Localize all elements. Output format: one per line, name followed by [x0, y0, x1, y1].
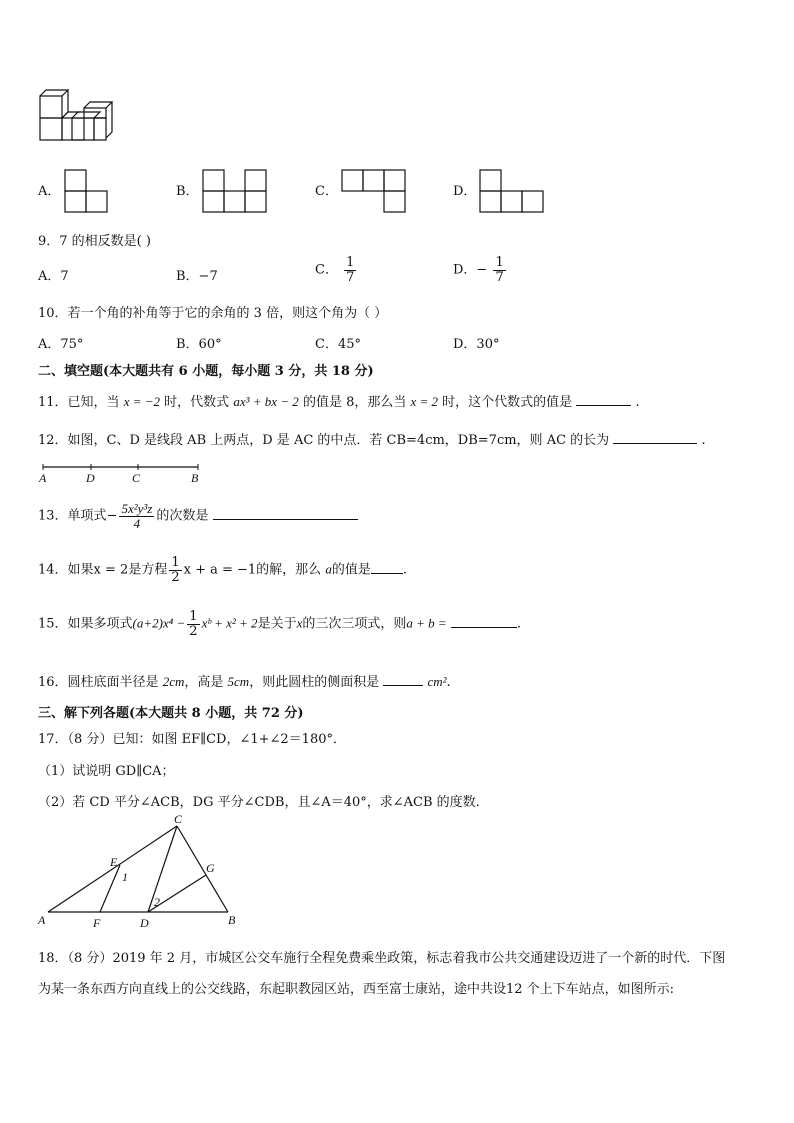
q15-mid: 是关于: [257, 616, 297, 632]
q12-end: .: [701, 433, 706, 448]
fraction-numerator: 1: [171, 555, 180, 570]
fraction-denominator: 2: [189, 623, 198, 639]
q8-option-b-view: [202, 169, 268, 213]
q12-answer-blank[interactable]: [613, 431, 697, 444]
q15-end: .: [516, 616, 521, 632]
q15-ask: a + b =: [406, 615, 447, 631]
q11-mid: 时，代数式: [164, 395, 230, 410]
label-angle-2: 2: [154, 895, 160, 909]
fraction-numerator: 1: [346, 255, 355, 270]
point-label-b: B: [191, 471, 199, 485]
q14-cond: x = 2: [93, 562, 129, 578]
fraction-denominator: 7: [495, 269, 504, 285]
q15-pre: 15．如果多项式: [38, 616, 133, 632]
q12-segment-figure: [36, 460, 206, 486]
q8-option-b-label: B．: [176, 184, 199, 199]
section-2-heading: 二、填空题(本大题共有 6 小题，每小题 3 分，共 18 分): [38, 364, 374, 379]
q13-post: 的次数是: [156, 508, 209, 524]
fraction-denominator: 4: [133, 515, 141, 531]
fraction-numerator: 1: [189, 609, 198, 624]
label-f: F: [93, 916, 101, 930]
q10-option-c[interactable]: C．45°: [315, 337, 361, 352]
label-c: C: [174, 814, 183, 826]
q13-answer-blank[interactable]: [213, 507, 358, 520]
q16: [38, 671, 451, 690]
q9-option-d[interactable]: [453, 256, 508, 284]
q13-sign: −: [106, 508, 118, 524]
q14-mid: 是方程: [128, 562, 168, 578]
q8-option-c-label: C．: [315, 184, 338, 199]
q18-line2: 为某一条东西方向直线上的公交线路，东起职教园区站，西至富士康站，途中共设12 个上下车站点，如图所示:: [38, 982, 675, 997]
q11-mid2: 的值是 8，那么当: [302, 395, 407, 410]
q16-answer-blank[interactable]: [383, 673, 423, 686]
q14-var: a: [325, 561, 332, 577]
q8-option-d[interactable]: [453, 180, 476, 199]
q9-option-c-label: C．: [315, 262, 338, 278]
q13-fraction: [119, 502, 154, 530]
q11-cond1: x = −2: [123, 394, 161, 409]
label-a: A: [38, 913, 46, 927]
q8-option-a[interactable]: [38, 180, 60, 199]
q9-option-c-fraction: [344, 256, 356, 284]
q11-expr: ax³ + bx − 2: [233, 394, 299, 409]
q11-post: 时，这个代数式的值是: [442, 395, 573, 410]
q10-option-b[interactable]: B．60°: [176, 337, 222, 352]
q8-option-d-view: [479, 169, 545, 213]
q16-post: ，则此圆柱的侧面积是: [249, 675, 380, 690]
segment-cd: [148, 826, 177, 912]
q10-option-a[interactable]: A．75°: [38, 337, 84, 352]
q15-fraction: [187, 610, 199, 638]
label-g: G: [206, 861, 215, 875]
q11: [38, 391, 640, 410]
q13-pre: 13．单项式: [38, 508, 107, 524]
q16-mid: ，高是: [184, 675, 224, 690]
label-angle-1: 1: [122, 870, 128, 884]
q16-height: 5cm: [227, 674, 250, 689]
fraction-denominator: 7: [346, 269, 355, 285]
label-d: D: [140, 916, 149, 930]
q10-option-d[interactable]: D．30°: [453, 337, 500, 352]
q14-pre: 14．如果: [38, 562, 94, 578]
q16-unit: cm²: [427, 674, 447, 689]
section-3-heading: 三、解下列各题(本大题共 8 小题，共 72 分): [38, 706, 304, 721]
q16-end: .: [446, 675, 451, 690]
q11-answer-blank[interactable]: [576, 393, 631, 406]
q14: [38, 556, 407, 584]
q9-stem: 9．7 的相反数是( ): [38, 234, 151, 249]
q16-radius: 2cm: [162, 674, 185, 689]
q9-option-d-fraction: [493, 256, 505, 284]
q8-option-b[interactable]: [176, 180, 199, 199]
q9-option-b[interactable]: B．−7: [176, 269, 218, 284]
q11-pre: 11．已知，当: [38, 395, 120, 410]
q17-triangle-figure: [36, 814, 246, 932]
q15-mid2: 的三次三项式，则: [302, 616, 407, 632]
q10-stem: 10．若一个角的补角等于它的余角的 3 倍，则这个角为（ ）: [38, 306, 388, 321]
q17-part2: （2）若 CD 平分∠ACB，DG 平分∠CDB，且∠A＝40°，求∠ACB 的度数．: [38, 795, 489, 810]
q8-option-a-view: [64, 169, 108, 213]
q8-option-c[interactable]: [315, 180, 338, 199]
q14-post: 的值是: [331, 562, 371, 578]
q8-option-c-view: [341, 169, 407, 213]
segment-ef: [100, 865, 120, 912]
q14-fraction: [169, 556, 181, 584]
q15-expr1: (a+2)x⁴ −: [132, 615, 186, 631]
q9-option-d-label: D．−: [453, 262, 488, 278]
q17-stem: 17．（8 分）已知：如图 EF∥CD，∠1+∠2＝180°．: [38, 732, 346, 747]
q17-part1: （1）试说明 GD∥CA；: [38, 764, 175, 779]
point-label-d: D: [86, 471, 95, 485]
q11-end: .: [635, 395, 640, 410]
fraction-denominator: 2: [171, 569, 180, 585]
q8-option-d-label: D．: [453, 184, 477, 199]
q12: [38, 429, 706, 448]
point-label-c: C: [132, 471, 141, 485]
q15-expr2: xᵇ + x² + 2: [201, 615, 258, 631]
q15-var: x: [296, 615, 303, 631]
fraction-numerator: 5x²y³z: [121, 501, 153, 516]
fraction-numerator: 1: [495, 255, 504, 270]
segment-cb: [177, 826, 228, 912]
q14-mid2: 的解，那么: [256, 562, 322, 578]
label-e: E: [110, 855, 118, 869]
q11-cond2: x = 2: [410, 394, 439, 409]
q9-option-c[interactable]: [315, 256, 358, 284]
q14-end: .: [402, 562, 407, 578]
q16-pre: 16．圆柱底面半径是: [38, 675, 159, 690]
q15: [38, 610, 521, 638]
cube-stack-figure: [36, 86, 122, 142]
q8-option-a-label: A．: [38, 184, 61, 199]
q9-option-a[interactable]: A．7: [38, 269, 69, 284]
q18-line1: 18．（8 分）2019 年 2 月，市城区公交车施行全程免费乘坐政策，标志着我市公共交通建设迈进了一个新的时代．下图: [38, 951, 726, 966]
q15-answer-blank[interactable]: [451, 615, 517, 628]
q14-eq: x + a = −1: [183, 562, 257, 578]
q13: [38, 502, 358, 530]
q12-text: 12．如图，C、D 是线段 AB 上两点，D 是 AC 的中点．若 CB=4cm，DB=7cm，则 AC 的长为: [38, 433, 610, 448]
q14-answer-blank[interactable]: [371, 561, 403, 574]
point-label-a: A: [39, 471, 47, 485]
label-b: B: [228, 913, 236, 927]
